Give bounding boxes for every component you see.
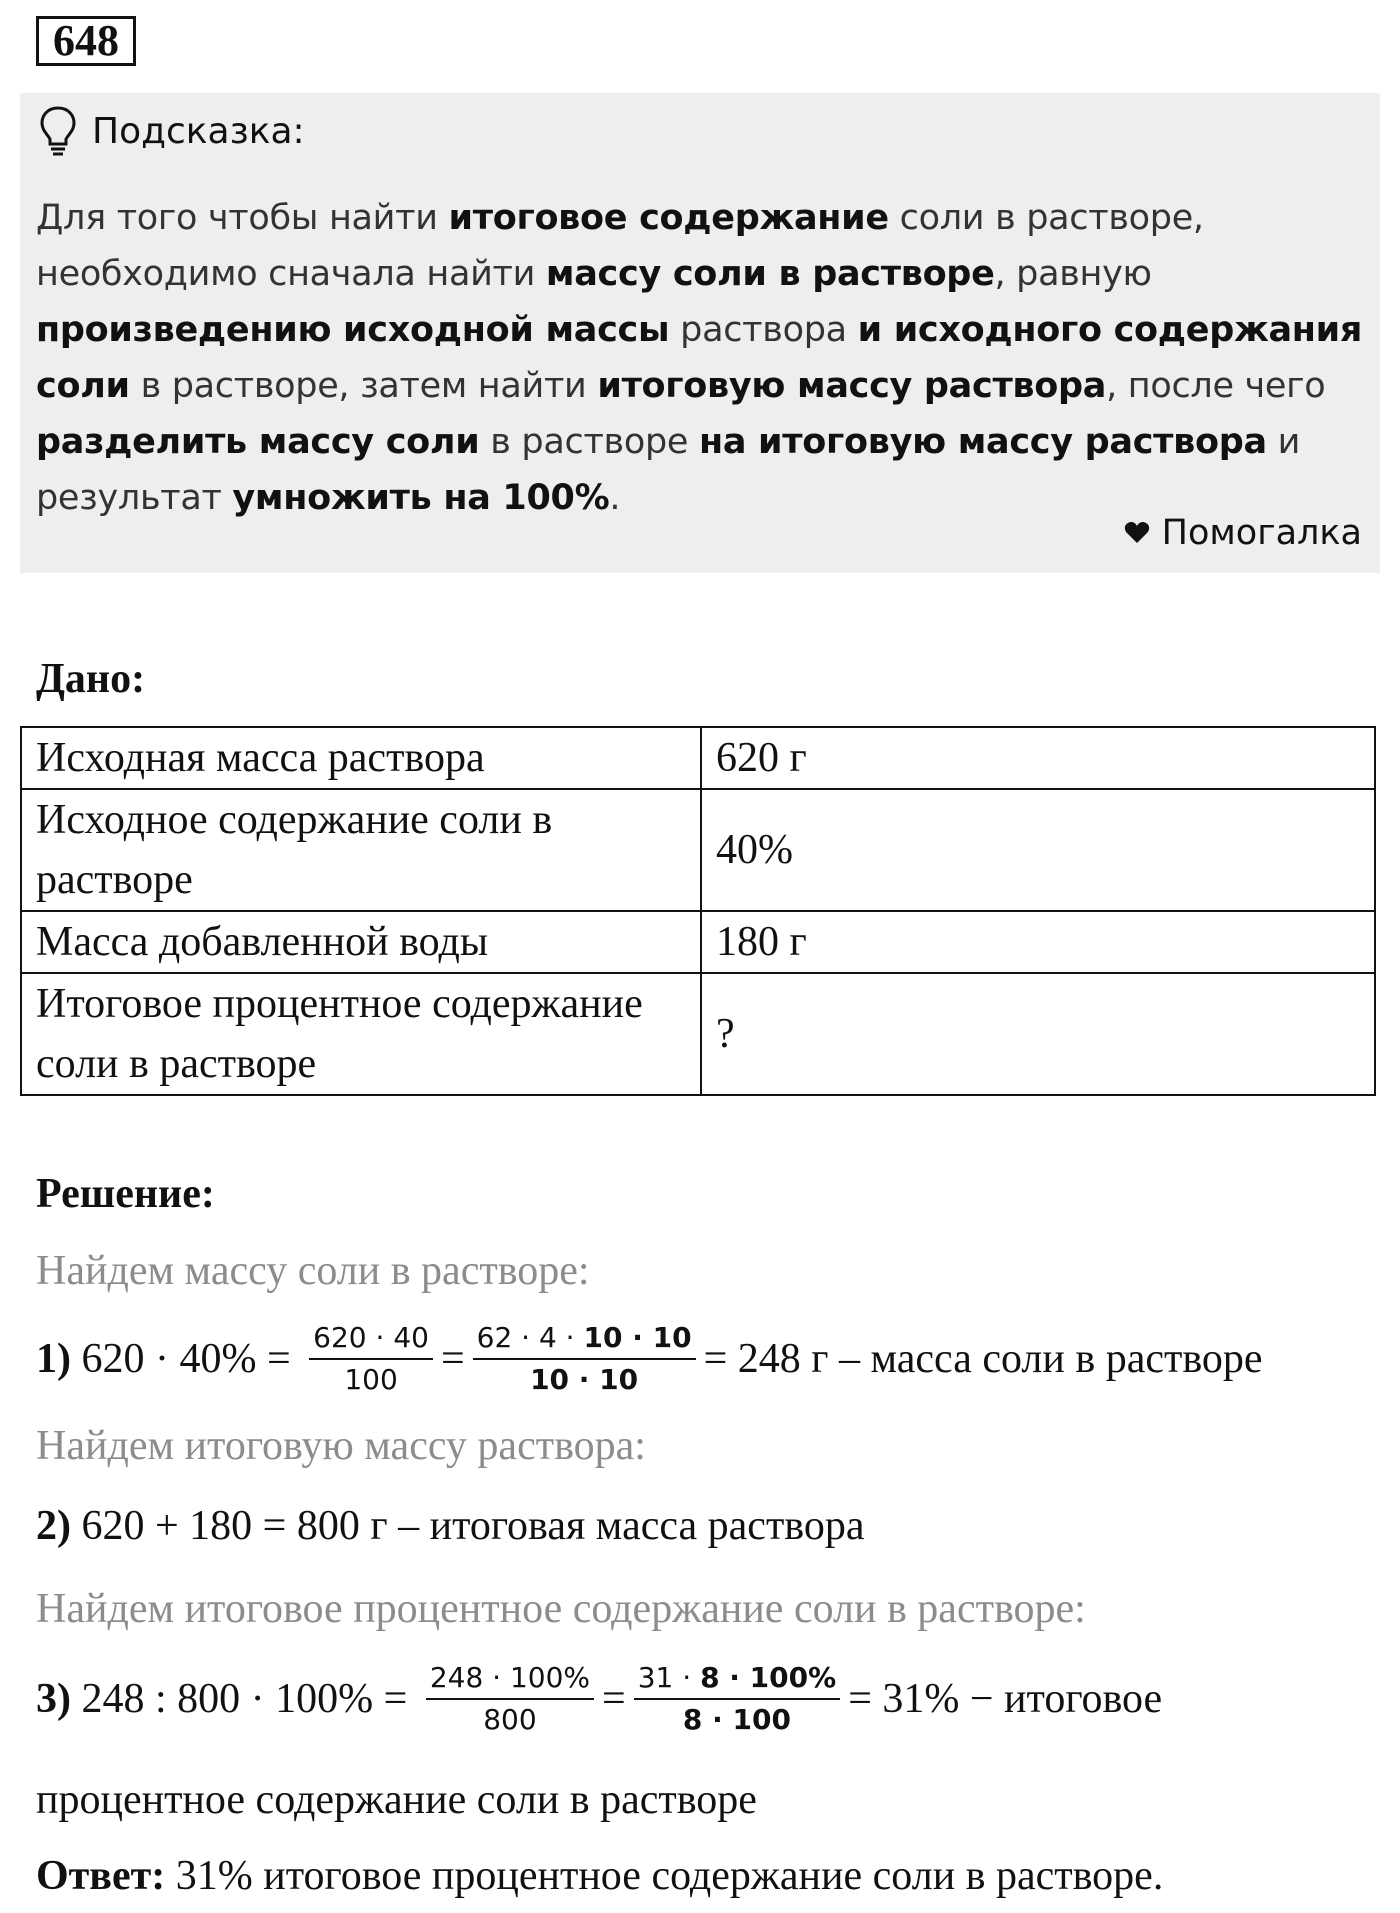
hint-title: Подсказка: — [92, 110, 305, 152]
step1-fraction-1 — [309, 1318, 433, 1400]
given-title: Дано: — [36, 656, 146, 702]
fraction-numerator — [634, 1658, 840, 1700]
step1-expression: 620 · 40% = — [71, 1336, 302, 1382]
hint-emphasis: произведению исходной массы — [36, 310, 670, 350]
step2-intro: Найдем итоговую массу раствора: — [36, 1423, 646, 1469]
step1-intro: Найдем массу соли в растворе: — [36, 1248, 590, 1294]
fraction-denominator: 100 — [344, 1363, 398, 1396]
table-row — [21, 911, 1375, 973]
hint-plain-text: в растворе, затем найти — [129, 366, 598, 406]
fraction-denominator: 8 · 100 — [682, 1703, 791, 1736]
hint-plain-text: и результат — [36, 422, 1301, 518]
hint-plain-text: в растворе — [479, 422, 699, 462]
hint-emphasis: разделить массу соли — [36, 422, 480, 462]
step3-expression: 248 : 800 · 100% = — [71, 1676, 418, 1722]
problem-number: 648 — [36, 16, 136, 66]
given-label: Итоговое процентное содержание соли в растворе — [21, 973, 701, 1095]
numerator-cancelled: 8 · 100% — [700, 1661, 837, 1694]
hint-plain-text: , после чего — [1106, 366, 1326, 406]
step3-continuation — [36, 1776, 757, 1824]
table-row — [21, 727, 1375, 789]
given-value: 620 г — [701, 727, 1375, 789]
hint-box — [20, 93, 1380, 573]
hint-plain-text: Для того чтобы найти — [36, 198, 449, 238]
hint-plain-text: , равную — [994, 254, 1152, 294]
fraction-denominator: 10 · 10 — [530, 1363, 639, 1396]
given-value: ? — [701, 973, 1375, 1095]
step1-fraction-2 — [473, 1318, 696, 1400]
hint-emphasis: итоговое содержание — [448, 198, 889, 238]
given-label: Исходное содержание соли в растворе — [21, 789, 701, 911]
step2-number: 2) — [36, 1503, 71, 1549]
numerator-plain: 31 · — [637, 1661, 701, 1694]
given-table — [20, 726, 1376, 1096]
step3-continuation-text: процентное содержание соли в растворе — [36, 1777, 757, 1823]
step3-number: 3) — [36, 1676, 71, 1722]
numerator-cancelled: 10 · 10 — [583, 1321, 692, 1354]
step3-intro: Найдем итоговое процентное содержание соли в растворе: — [36, 1586, 1086, 1632]
hint-emphasis: и исходного содержания соли — [36, 310, 1363, 406]
hint-header — [38, 101, 305, 161]
hint-footer-label: Помогалка — [1161, 513, 1362, 553]
answer-label: Ответ: — [36, 1853, 166, 1899]
hint-emphasis: умножить на 100% — [232, 478, 610, 518]
hint-plain-text: раствора — [669, 310, 858, 350]
hint-plain-text: соли в растворе, необходимо сначала найти — [36, 198, 1204, 294]
step3-line — [36, 1658, 1162, 1740]
step2-text: 620 + 180 = 800 г – итоговая масса раствора — [71, 1503, 865, 1549]
table-row — [21, 789, 1375, 911]
fraction-numerator — [473, 1318, 696, 1360]
step3-result: = 31% − итоговое — [848, 1676, 1163, 1722]
lightbulb-icon — [38, 104, 78, 158]
hint-emphasis: массу соли в растворе — [545, 254, 995, 294]
fraction-denominator: 800 — [483, 1703, 537, 1736]
fraction-numerator: 620 · 40 — [309, 1318, 433, 1360]
hint-footer — [1124, 513, 1362, 553]
table-row — [21, 973, 1375, 1095]
step1-line — [36, 1318, 1263, 1400]
step1-result: = 248 г – масса соли в растворе — [703, 1336, 1263, 1382]
fraction-numerator: 248 · 100% — [426, 1658, 594, 1700]
step2-line — [36, 1502, 865, 1550]
hint-plain-text: . — [609, 478, 621, 518]
step1-number: 1) — [36, 1336, 71, 1382]
answer-text: 31% итоговое процентное содержание соли в растворе. — [165, 1853, 1164, 1899]
given-label: Исходная масса раствора — [21, 727, 701, 789]
hint-emphasis: итоговую массу раствора — [597, 366, 1107, 406]
answer-line — [36, 1852, 1163, 1900]
equals-sign: = — [602, 1676, 626, 1722]
numerator-plain: 62 · 4 · — [476, 1321, 584, 1354]
hint-emphasis: на итоговую массу раствора — [698, 422, 1267, 462]
hint-text — [36, 190, 1366, 526]
equals-sign: = — [440, 1336, 465, 1382]
heart-icon — [1124, 521, 1150, 545]
given-value: 40% — [701, 789, 1375, 911]
step3-fraction-1 — [426, 1658, 594, 1740]
given-value: 180 г — [701, 911, 1375, 973]
step3-fraction-2 — [634, 1658, 840, 1740]
given-label: Масса добавленной воды — [21, 911, 701, 973]
solution-title: Решение: — [36, 1171, 215, 1217]
